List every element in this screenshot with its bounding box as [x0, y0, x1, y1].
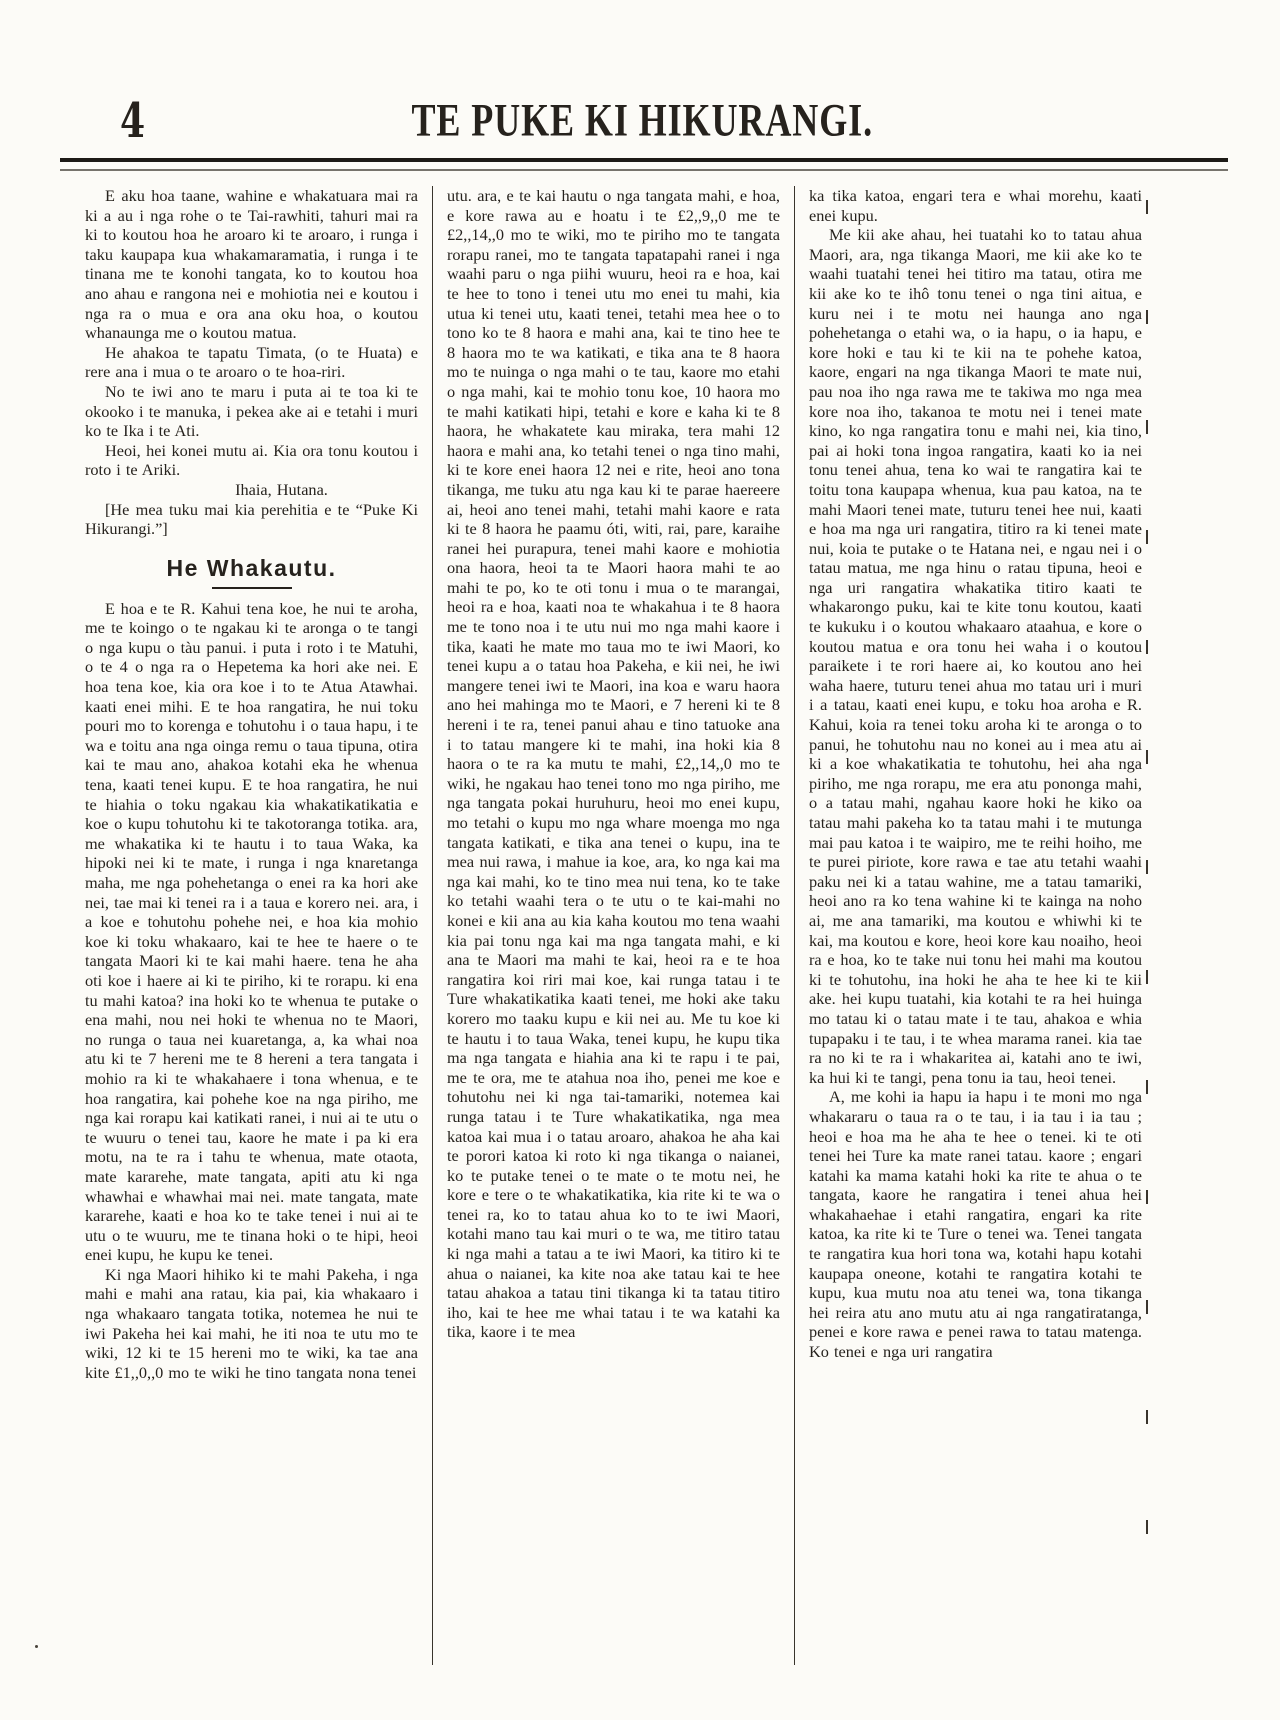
paragraph: ka tika katoa, engari tera e whai morehu, kaati enei kupu. — [809, 186, 1142, 225]
paragraph: No te iwi ano te maru i puta ai te toa ki te okooko i te manuka, i pekea ake ai e tetahi i muri ko te Ika i te Ati. — [85, 381, 418, 441]
paragraph: E aku hoa taane, wahine e whakatuara mai ra ki a au i nga rohe o te Tai-rawhiti, tahuri mai ra ki to koutou hoa he aroaro ki te aroaro, i runga i taku kaupapa kua whakamaramatia, i runga i te tinana me te konohi tangata, ko to koutou hoa ano ahau e rangona nei e mohiotia nei e koutou i nga ra o mua e ora ana oku hoa, o koutou whanaunga me o koutou matua. — [85, 186, 418, 343]
newspaper-title-text: TE PUKE KI HIKURANGI. — [411, 93, 873, 146]
article-columns — [85, 186, 1142, 1665]
paragraph: Me kii ake ahau, hei tuatahi ko to tatau ahua Maori, ara, nga tikanga Maori, me kii ake ko te waahi tuatahi tenei hei titiro ma tatau, otira me kii ake ko te ihô tonu tenei o nga tini aitua, e kuru nei i te motu nei haunga ano nga pohehetanga o etahi wa, o ia hapu, o ia hapu, e kore hoki e tau ki te kii na te pohehe katoa, kaore, engari na nga tikanga Maori te mate nui, pau noa iho nga rawa me te takiwa mo nga mea kore noa iho, takanoa te motu nei i tenei mate kino, ko nga rangatira tonu e mahi nei, kia tino, pai ai hoki tona ingoa rangatira, kaati ko ia nei tonu tenei ahua, tena ko wai te rangatira kai te toitu tona kaupapa whenua, kua pau katoa, na te mahi Maori tenei mate, tuturu tenei hee nui, kaati e hoa ma nga uri rangatira, titiro ra ki tenei mate nui, koia te putake o te Hatana nei, e ngau nei i o tatau matua, me nga hinu o ratau tipuna, heoi e nga uri rangatira whakatika titiro kaati te whakarongo puku, kai te kite tonu koutou, kaati te kukuku i o koutou whakaaro ataahua, e kore o koutou matua e ora tonu hei waha i o koutou paraikete i te rori haere ai, ko koutou ano hei waha haere, tuturu tenei ahua mo tatau uri i muri i a tatau, kaati enei kupu, e toku hoa aroha e R. Kahui, koia ra tenei toku aroha ki te aronga o to panui, he tohutohu nau no konei au i mea atu ai ki a koe whakatikatia te tohutohu, hei aha nga piriho, me nga rorapu, me era atu pononga mahi, o a tatau mahi, ngahau kaore hoki he kiko oa tatau mahi pakeha ko ta tatau mahi i te mutunga mai pau katoa i te waipiro, me te reihi hoiho, me te purei piriote, kore rawa e tae atu tetahi waahi paku nei ki a tatau wahine, me a tatau tamariki, heoi ano ra ko tena wahine ki te kainga na noho ai, me ana tamariki, ma koutou e whiwhi ki te kai, ma koutou e kore, heoi kore kau noaiho, heoi ra e hoa, ko te take nui tonu hei mahi ma koutou ki te tohutohu, ina hoki he aha te hee ki te kii ake. hei kupu tuatahi, kia kotahi te ra hei huinga mo tatau ki o tatau mate i te tau, ahakoa e whia tupapaku i te tau, i te whea marama ranei. kia tae ra no ki te ra i whakaritea ai, katahi ano te iwi, ka hui ki te tangi, pena tonu ia tau, heoi tenei. — [809, 225, 1142, 1087]
paragraph: E hoa e te R. Kahui tena koe, he nui te aroha, me te koingo o te ngakau ki te aronga o te tangi o nga kupu o tàu panui. i puta i roto i te Matuhi, o te 4 o nga ra o Hepetema ka hori ake nei. E hoa tena koe, kia ora koe i to te Atua Atawhai. kaati enei mihi. E te hoa rangatira, he nui toku pouri mo to korenga e tohutohu i o taua hapu, i te wa e toitu ana nga oinga remu o taua tipuna, otira kai te mau ano, ahakoa kotahi eka he whenua tena, kaati tenei kupu. E te hoa rangatira, he nui te hiahia o toku ngakau kia whakatikatikatia e koe o kupu tohutohu ki te takotoranga totika. ara, me whakatika ki te hautu i to taua Waka, ka hipoki nei ki te mate, i runga i nga knaretanga maha, me nga pohehetanga o enei ra ka hori ake nei, tae mai ki tenei ra i a taua e korero nei. ara, i a koe e tohutohu pohehe nei, e hoa kia mohio koe ki toku whakaaro, kai te hee te haere o te tangata Maori ki te kai mahi haere. tena he aha oti koe i haere ai ki te piriho, ki te rorapu. ki ena tu mahi katoa? ina hoki ko te whenua te putake o ena mahi, nou nei hoki te whenua no te Maori, no runga o taua nei kuaretanga, a, ka whai noa atu ki te 7 hereni me te 8 hereni a tera tangata i mohio ra ki te whakahaere i tona whenua, e te hoa rangatira, kai pohehe koe na nga piriho, me nga kai rorapu kai katikati ranei, i nui ai te utu o te wuuru o tenei tau, kaore he mate i pa ki era motu, na te ra i tahu te whenua, mate otaota, mate kararehe, mate tangata, apiti atu ki nga whawhai e whawhai mai nei. mate tangata, mate kararehe, kaati e hoa ko te take tenei i nui ai te utu o te wuuru, me te tinana hoki o te hipi, heoi enei kupu, he kupu ke tenei. — [85, 598, 418, 1265]
signature: Ihaia, Hutana. — [235, 479, 328, 499]
paragraph: Ki nga Maori hihiko ki te mahi Pakeha, i nga mahi e mahi ana ratau, kia pai, kia whakaaro i nga whakaaro tangata totika, notemea he nui te iwi Pakeha hei kai mahi, he iti noa te utu mo te wiki, 12 ki te 15 hereni mo te wiki, ka tae ana kite £1,,0,,0 mo te wiki he tino tangata nona tenei — [85, 1264, 418, 1382]
ink-speck — [35, 1645, 38, 1648]
paragraph: Heoi, hei konei mutu ai. Kia ora tonu koutou i roto i te Ariki. — [85, 440, 418, 480]
column-3 — [794, 186, 1142, 1665]
masthead-rule-thick — [60, 158, 1228, 162]
article-heading: He Whakautu. — [166, 554, 337, 581]
newspaper-title — [62, 92, 1222, 146]
column-1 — [85, 186, 432, 1665]
page-number: 4 — [120, 94, 146, 150]
heading-rule — [212, 587, 292, 589]
paragraph: He ahakoa te tapatu Timata, (o te Huata) e rere ana i mua o te aroaro o te hoa-riri. — [85, 342, 418, 382]
masthead — [62, 92, 1222, 154]
editor-note: [He mea tuku mai kia perehitia e te “Puke Ki Hikurangi.”] — [85, 499, 418, 539]
column-2 — [432, 186, 794, 1665]
masthead-rule-thin — [60, 169, 1228, 171]
right-edge-rule — [1146, 200, 1148, 1540]
paragraph: utu. ara, e te kai hautu o nga tangata mahi, e hoa, e kore rawa au e hoatu i te £2,,9,,0 me te £2,,14,,0 mo te wiki, mo te piriho mo te tangata rorapu ranei, mo te tangata tapatapahi ranei i nga waahi paru o nga piihi wuuru, heoi ra e hoa, kai te hee to tono i tenei utu mo enei tu mahi, kia utua ki tenei utu, kaati tenei, tetahi mea hee o to tono ko te 8 haora e mahi ana, kai te tino hee te 8 haora mo te wa katikati, e tika ana te 8 haora mo te nuinga o nga mahi o te tau, kaore mo etahi o nga mahi, kai te mohio tonu koe, 10 haora mo te mahi katikati hipi, tetahi e kore e kaha ki te 8 haora, he whakatete kau miraka, tera mahi 12 haora e mahi ana, ko tetahi tenei o nga tino mahi, ki te kore enei haora 12 nei e rite, heoi ano tona tikanga, me tuku atu nga kau ki te parae haereere ai, heoi ano tenei mahi, tetahi mahi kaore e rata ki te 8 haora he paamu óti, witi, rai, pare, karaihe ranei hei purapura, tenei mahi kaore e mohiotia ona haora, heoi ta te Maori haora mahi te ao mahi te po, ko te oti tonu i mua o te marangai, heoi ra e hoa, kaati noa te whakahua i te 8 haora me te tono noa i te utu nui mo nga mahi kaore i tika, kaati he mate mo taua mo te iwi Maori, ko tenei kupu a o tatau hoa Pakeha, e kii nei, he iwi mangere tenei iwi te Maori, ina koa e waru haora ano hei mahinga mo te Maori, e 7 hereni ki te 8 hereni i te ra, tenei panui ahau e tino tatuoke ana i to tatau mangere ki te mahi, ina hoki kia 8 haora o te ra ka mutu te mahi, £2,,14,,0 mo te wiki, he ngakau hao tenei tono mo nga piriho, me nga tangata pokai huruhuru, heoi mo enei kupu, mo tetahi o kupu mo nga whare moenga mo nga tangata katikati, e tika ana tenei o kupu, ina te mea nui rawa, i mahue ia koe, ara, ko nga kai ma nga kai mahi, ko te tino mea nui tena, ko te take ko tetahi waahi tera o te utu o te kai-mahi no konei e kii ana au kia kaha koutou mo tena waahi kia pai tonu nga kai ma nga tangata mahi, e ki ana te Maori ma mahi te kai, heoi ra e te hoa rangatira koi riri mai koe, kai runga tatau i te Ture whakatikatika kaati tenei, me hoki ake taku korero mo taaku kupu e kii nei au. Me tu koe ki te hautu i to taua Waka, tenei kupu, he kupu tika ma nga tangata e hiahia ana ki te rapu i te pai, me te ora, me te atahua noa iho, penei me koe e tohutohu nei ki nga tai-tamariki, notemea kai runga tatau i te Ture whakatikatika, nga mea katoa kai mua i o tatau aroaro, ahakoa he aha kai te porori katoa ki roto ki nga tikanga o naianei, ko te putake tenei o te mate o te motu nei, he kore e tere o te whakatikatika, kia rite ki te wa o tenei ra, ko to tatau ahua ko to te iwi Maori, kotahi mano tau kai muri o te wa, me titiro tatau ki nga mahi a tatau a te iwi Maori, ka titiro ki te ahua o naianei, ka kite noa ake tatau kai te hee tatau ahakoa a tatau tini tikanga ki ta tatau titiro iho, kai te hee me whai tatau i te wa katahi ka tika, kaore i te mea — [447, 186, 780, 1342]
paragraph: A, me kohi ia hapu ia hapu i te moni mo nga whakararu o taua ra o te tau, i ia tau i ia tau ; heoi e hoa ma he aha te hee o tenei. ki te oti tenei hei Ture ka mate ranei tatau. kaore ; engari katahi ka mama katahi hoki ka rite te ahua o te tangata, kaore he rangatira i tenei ahua hei whakahaehae i etahi rangatira, engari ka rite katoa, ka rite ki te Ture o tenei wa. Tenei tangata te rangatira kua hori tona wa, kotahi hapu kotahi kaupapa oneone, kotahi te rangatira kotahi te kupu, kua mutu noa atu tenei wa, tona tikanga hei reira atu ano mutu atu ai nga rangatiratanga, penei e kore rawa e penei rawa to tatau matenga. Ko tenei e nga uri rangatira — [809, 1087, 1142, 1362]
